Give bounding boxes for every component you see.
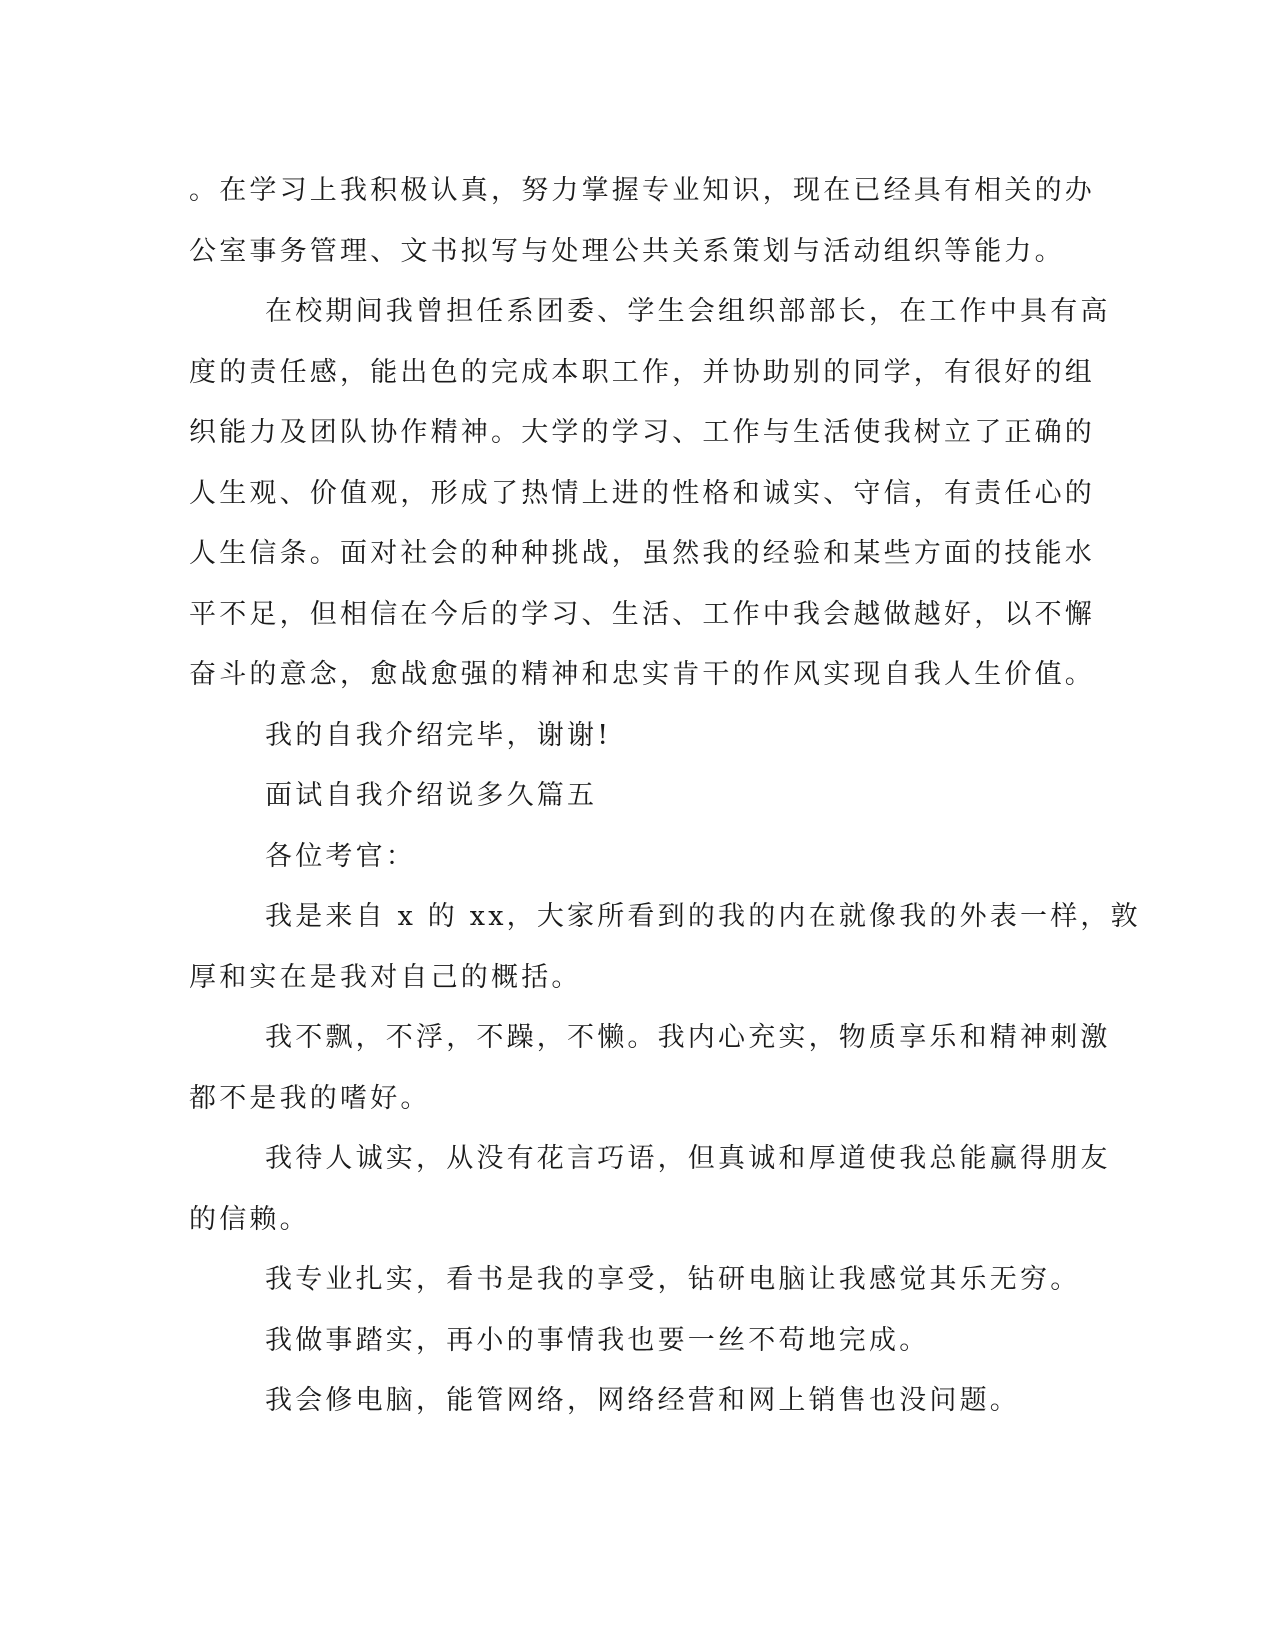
text-line: 我待人诚实，从没有花言巧语，但真诚和厚道使我总能赢得朋友 [265,1143,1111,1174]
text-line: 我不飘，不浮，不躁，不懒。我内心充实，物质享乐和精神刺激 [265,1022,1111,1053]
text-line: 人生信条。面对社会的种种挑战，虽然我的经验和某些方面的技能水 [189,538,1095,569]
text-line: 人生观、价值观，形成了热情上进的性格和诚实、守信，有责任心的 [189,477,1095,509]
section-heading: 面试自我介绍说多久篇五 [265,780,598,811]
text-line: 我做事踏实，再小的事情我也要一丝不苟地完成。 [265,1324,930,1356]
text-line: 我会修电脑，能管网络，网络经营和网上销售也没问题。 [265,1385,1020,1416]
text-line: 奋斗的意念，愈战愈强的精神和忠实肯干的作风实现自我人生价值。 [189,659,1095,690]
text-line: 我专业扎实，看书是我的享受，钻研电脑让我感觉其乐无穷。 [265,1264,1081,1295]
document-body [189,161,1141,1432]
text-line: 的信赖。 [189,1203,310,1235]
salutation: 各位考官： [265,840,416,872]
text-line: 织能力及团队协作精神。大学的学习、工作与生活使我树立了正确的 [189,417,1095,448]
text-line: 我是来自 x 的 xx，大家所看到的我的内在就像我的外表一样，敦 [265,901,1141,932]
text-line: 厚和实在是我对自己的概括。 [189,961,582,993]
text-line: 在校期间我曾担任系团委、学生会组织部部长，在工作中具有高 [265,296,1111,327]
text-line: 公室事务管理、文书拟写与处理公共关系策划与活动组织等能力。 [189,235,1065,267]
text-line: 度的责任感，能出色的完成本职工作，并协助别的同学，有很好的组 [189,356,1095,388]
text-line: 平不足，但相信在今后的学习、生活、工作中我会越做越好，以不懈 [189,598,1095,630]
text-line: 都不是我的嗜好。 [189,1082,431,1114]
closing-line: 我的自我介绍完毕，谢谢! [265,719,612,751]
text-line: 。在学习上我积极认真，努力掌握专业知识，现在已经具有相关的办 [189,175,1095,206]
